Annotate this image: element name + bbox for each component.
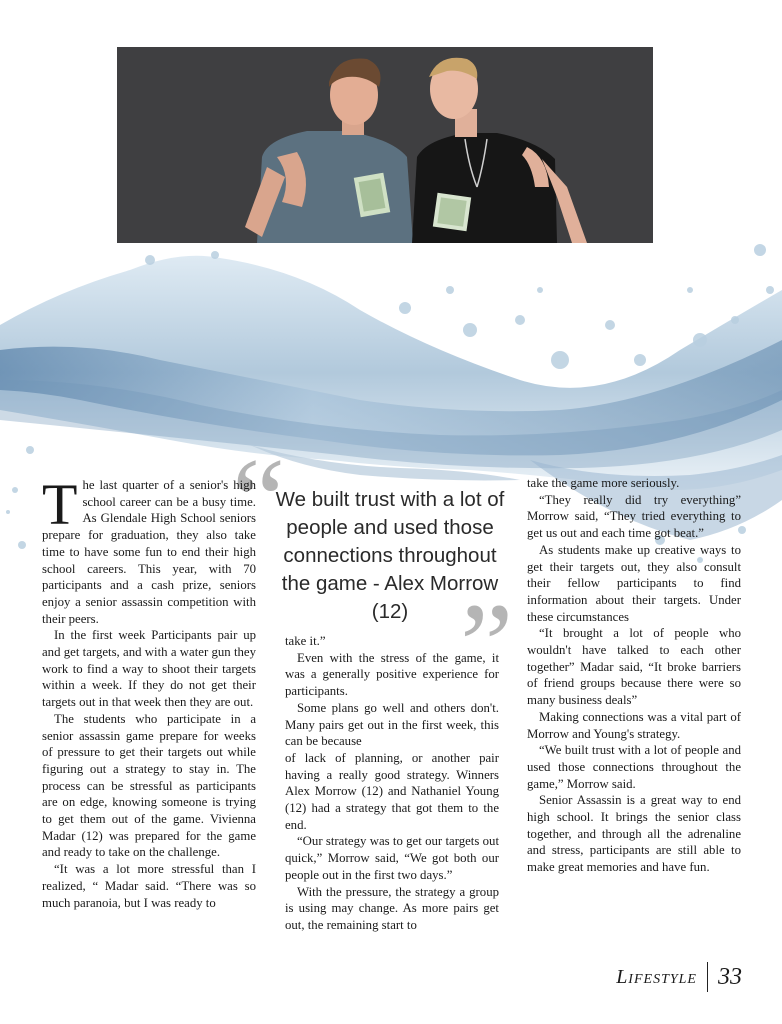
footer-divider (707, 962, 708, 992)
feature-photo (117, 47, 653, 243)
paragraph-text: he last quarter of a senior's high school career can be a busy time. As Glendale High School seniors prepare for graduation, they also take time to have some fun to end their high school careers. This year, with 70 participants and a cash prize, seniors enjoy a senior assassin competition with their peers. (42, 478, 256, 626)
article-paragraph: The students who participate in a senior assassin game prepare for weeks of pressure to get their targets out while figuring out a strategy to stay in. The process can be stressful as participants are on edge, knowing someone is trying to get them out of the game. Vivienna Madar (12) was prepared for the game and ready to take on the challenge. (42, 711, 256, 860)
article-paragraph: Even with the stress of the game, it was a generally positive experience for participants. (285, 650, 499, 699)
article-paragraph: “We built trust with a lot of people and used those connections throughout the game,” Morrow said. (527, 743, 741, 791)
article-paragraph (42, 472, 256, 627)
section-name: Lifestyle (616, 965, 697, 988)
article-paragraph: “Our strategy was to get our targets out quick,” Morrow said, “We got both our people out in the first two days.” (285, 834, 499, 882)
page-number: 33 (718, 963, 742, 990)
article-paragraph: take the game more seriously. (527, 476, 680, 490)
article-paragraph: In the first week Participants pair up and get targets, and with a water gun they work to find a way to shoot their targets within a week. If they do not get their targets out in that week then they are out. (42, 628, 256, 710)
article-column-2 (285, 633, 499, 934)
article-paragraph: “It was a lot more stressful than I realized, “ Madar said. “There was so much paranoia, but I was ready to (42, 862, 256, 910)
article-column-3 (527, 475, 741, 876)
article-paragraph: “They really did try everything” Morrow said, “They tried everything to get us out and each time got beat.” (527, 492, 741, 541)
article-paragraph: With the pressure, the strategy a group is using may change. As more pairs get out, the remaining start to (285, 884, 499, 932)
page-footer (616, 961, 742, 993)
article-paragraph: Making connections was a vital part of Morrow and Young's strategy. (527, 709, 741, 741)
article-paragraph: As students make up creative ways to get their targets out, they also consult their fellow participants to find information about their targets. Under these circumstances (527, 542, 741, 624)
article-paragraph: take it.” (285, 634, 326, 648)
open-quote-mark: “ (232, 433, 286, 566)
article-column-1 (42, 472, 256, 911)
pull-quote: We built trust with a lot of people and used those connections throughout the game - Alex Morrow (12) (275, 488, 505, 623)
article-paragraph: Senior Assassin is a great way to end high school. It brings the senior class together, and through all the adrenaline and stress, participants are still able to make great memories and have fun. (527, 793, 741, 875)
article-paragraph: “It brought a lot of people who wouldn't have talked to each other together” Madar said, “It broke barriers of friend groups because there were so many business deals” (527, 626, 741, 708)
article-paragraph: Some plans go well and others don't. Many pairs get out in the first week, this can be because (285, 700, 499, 749)
close-quote-mark: ” (460, 578, 514, 711)
drop-cap: T (42, 472, 78, 537)
article-paragraph: of lack of planning, or another pair having a really good strategy. Winners Alex Morrow (12) and Nathaniel Young (12) had a strategy that got them to the end. (285, 750, 499, 832)
